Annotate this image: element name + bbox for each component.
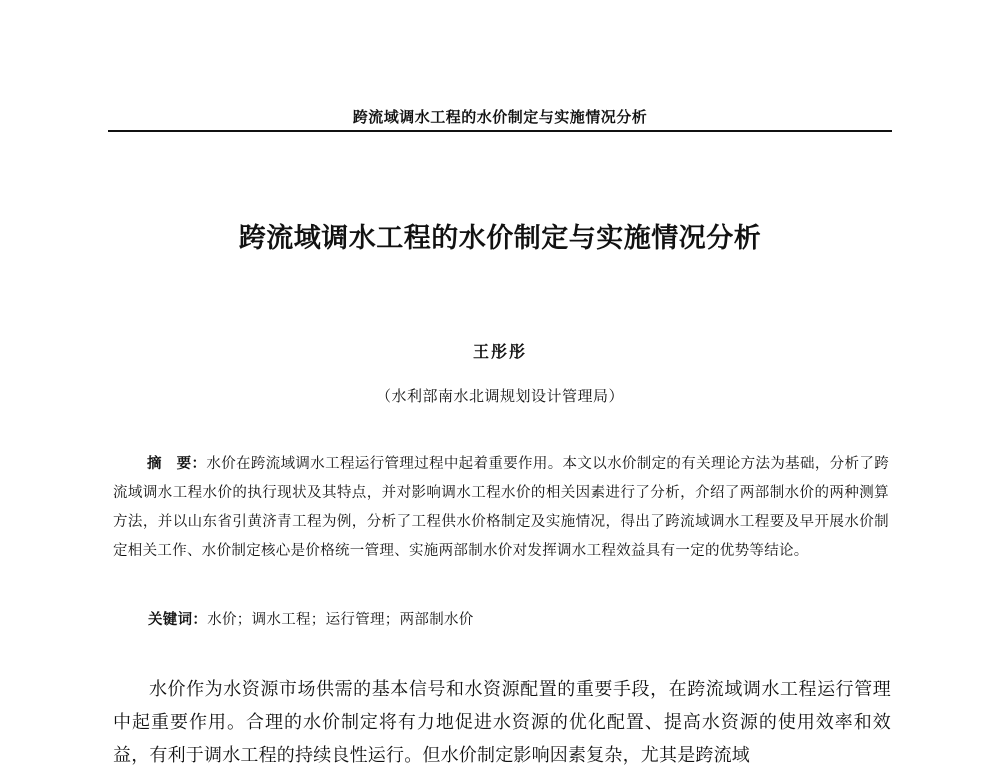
abstract-label: 摘 要： xyxy=(147,456,207,472)
abstract-text: 水价在跨流域调水工程运行管理过程中起着重要作用。本文以水价制定的有关理论方法为基础，分析了跨流域调水工程水价的执行现状及其特点，并对影响调水工程水价的相关因素进行了分析，介绍了两部制水价的两种测算方法，并以山东省引黄济青工程为例，分析了工程供水价格制定及实施情况，得出了跨流域调水工程要及早开展水价制定相关工作、水价制定核心是价格统一管理、实施两部制水价对发挥调水工程效益具有一定的优势等结论。 xyxy=(113,456,890,559)
author-affiliation: （水利部南水北调规划设计管理局） xyxy=(375,387,624,405)
running-head: 跨流域调水工程的水价制定与实施情况分析 xyxy=(352,108,648,126)
abstract xyxy=(113,450,889,566)
keywords-text: 水价；调水工程；运行管理；两部制水价 xyxy=(207,612,474,628)
author-name: 王彤彤 xyxy=(472,342,527,361)
body-paragraph: 水价作为水资源市场供需的基本信号和水资源配置的重要手段，在跨流域调水工程运行管理中起重要作用。合理的水价制定将有力地促进水资源的优化配置、提高水资源的使用效率和效益，有利于调水工程的持续良性运行。但水价制定影响因素复杂，尤其是跨流域 xyxy=(113,679,891,766)
keywords xyxy=(148,606,888,635)
paper-title: 跨流域调水工程的水价制定与实施情况分析 xyxy=(238,223,762,254)
header-rule xyxy=(108,130,892,132)
keywords-label: 关键词： xyxy=(148,612,208,628)
